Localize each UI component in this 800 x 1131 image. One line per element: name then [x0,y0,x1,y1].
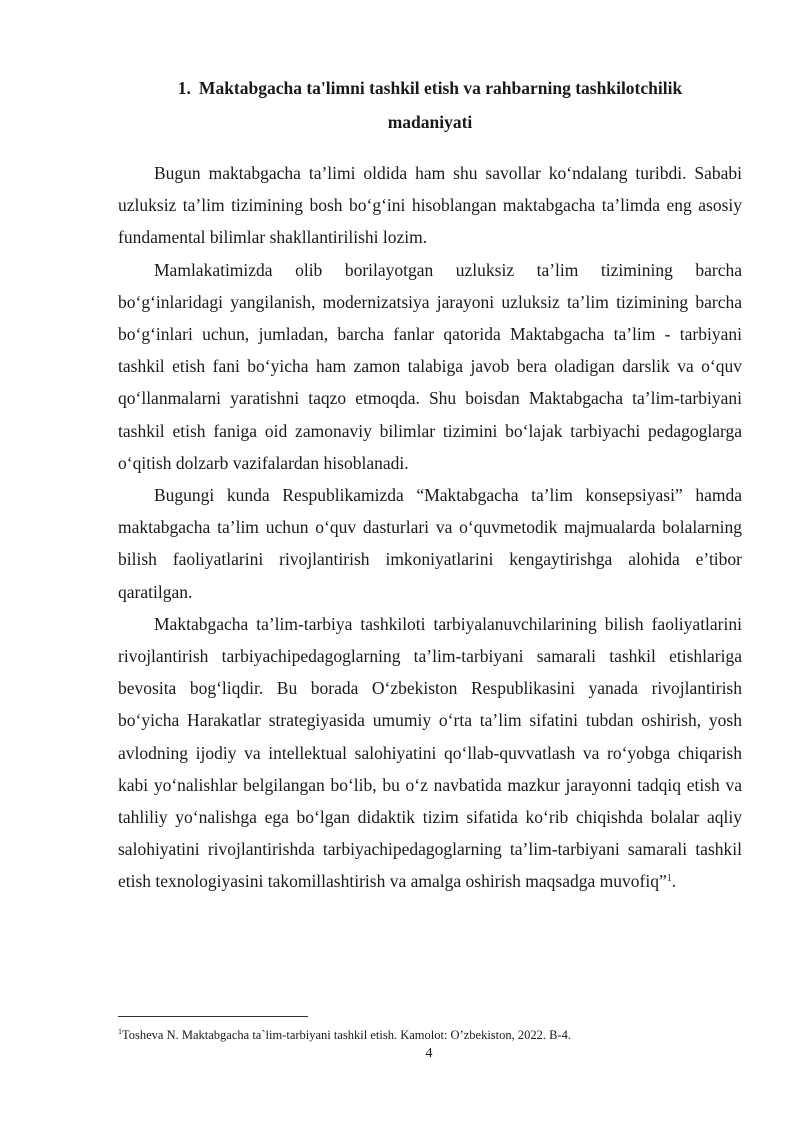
paragraph-3: Bugungi kunda Respublikamizda “Maktabgacha ta’lim konsepsiyasi” hamda maktabgacha ta’lim uchun o‘quv dasturlari va o‘quvmetodik majmualarda bolalarning bilish faoliyatlarini rivojlantirish imkoniyatlarini kengaytirishga alohida e’tibor qaratilgan. [118,485,742,602]
section-number: 1. [177,78,191,98]
paragraph-1: Bugun maktabgacha ta’limi oldida ham shu savollar ko‘ndalang turibdi. Sababi uzluksiz ta’lim tizimining bosh bo‘g‘ini hisoblangan maktabgacha ta’limda eng asosiy fundamental bilimlar shakllantirilishi lozim. [118,163,742,248]
paragraph-4-end: . [671,871,677,892]
section-heading-line-1 [118,72,742,105]
footnote-separator [118,1016,308,1017]
paragraph-2: Mamlakatimizda olib borilayotgan uzluksiz ta’lim tizimining barcha bo‘g‘inlaridagi yangilanish, modernizatsiya jarayoni uzluksiz ta’lim tizimining barcha bo‘g‘inlari uchun, jumladan, barcha fanlar qatorida Maktabgacha ta’lim - tarbiyani tashkil etish fani bo‘yicha ham zamon talabiga javob bera oladigan darslik va o‘quv qo‘llanmalarni yaratishni taqzo etmoqda. Shu boisdan Maktabgacha ta’lim-tarbiyani tashkil etish faniga oid zamonaviy bilimlar tizimini bo‘lajak tarbiyachi pedagoglarga o‘qitish dolzarb vazifalardan hisoblanadi. [118,259,742,473]
section-title-part-1: Maktabgacha ta'limni tashkil etish va rahbarning tashkilotchilik [198,78,683,98]
footnote-text: Tosheva N. Maktabgacha ta`lim-tarbiyani tashkil etish. Kamolot: O’zbekiston, 2022. B-4. [122,1028,572,1042]
footnote [118,1027,758,1043]
paragraph-4 [118,608,742,898]
footnote-reference[interactable]: 1 [666,873,672,885]
footnote-marker: 1 [118,1027,122,1036]
page-number: 4 [425,1046,433,1061]
section-title-part-2: madaniyati [387,112,473,132]
body-text [118,157,742,898]
section-heading-line-2 [118,106,742,139]
paragraph-4-text: Maktabgacha ta’lim-tarbiya tashkiloti tarbiyalanuvchilarining bilish faoliyatlarini rivojlantirish tarbiyachipedagoglarning ta’lim-tarbiyani samarali tashkil etishlariga bevosita bog‘liqdir. Bu borada O‘zbekiston Respublikasini yanada rivojlantirish bo‘yicha Harakatlar strategiyasida umumiy o‘rta ta’lim sifatini tubdan oshirish, yosh avlodning ijodiy va intellektual salohiyatini qo‘llab-quvvatlash va ro‘yobga chiqarish kabi yo‘nalishlar belgilangan bo‘lib, bu o‘z navbatida mazkur jarayonni tadqiq etish va tahliliy yo‘nalishga ega bo‘lgan didaktik tizim sifatida ko‘rib chiqishda bolalar aqliy salohiyatini rivojlantirishda tarbiyachipedagoglarning ta’lim-tarbiyani samarali tashkil etish texnologiyasini takomillashtirish va amalga oshirish maqsadga muvofiq” [118,613,742,892]
